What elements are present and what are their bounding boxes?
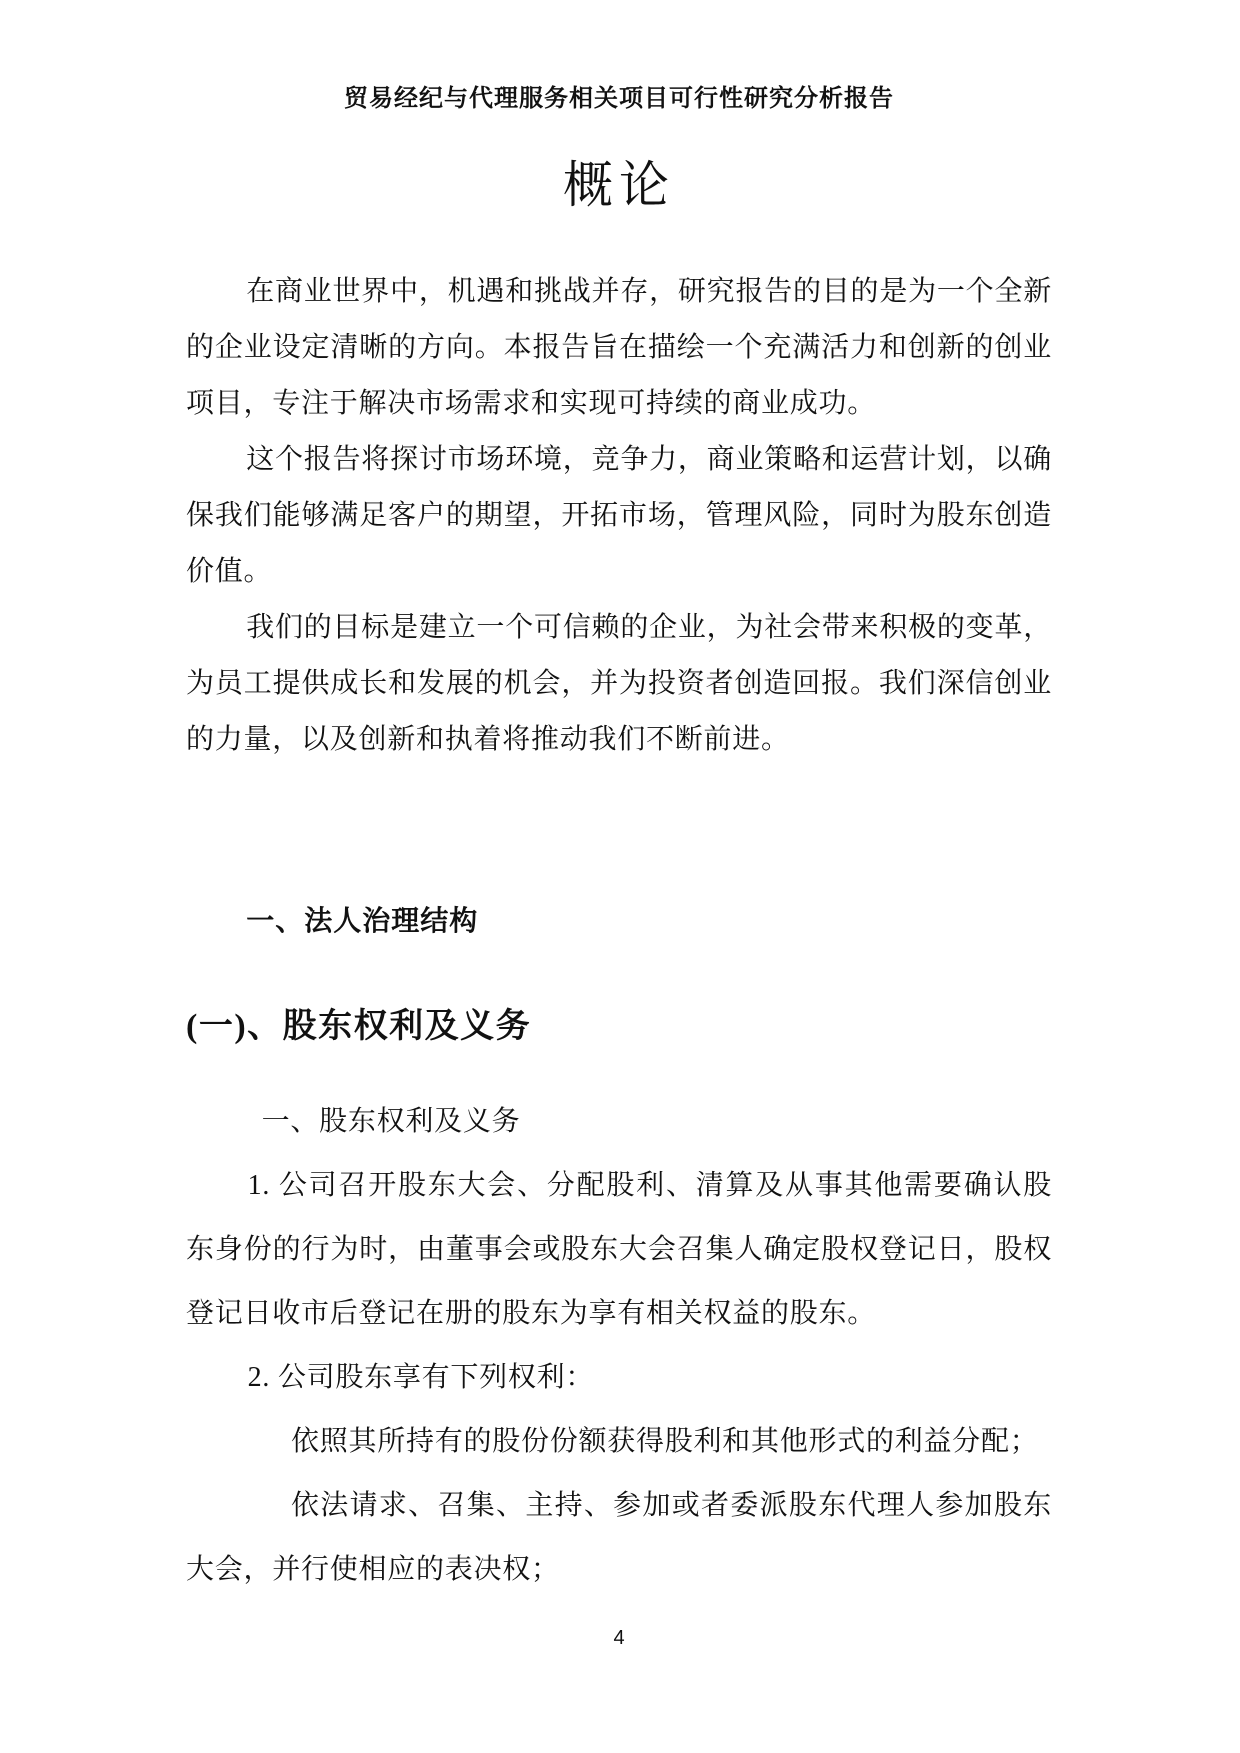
section-heading-legal-governance: 一、法人治理结构: [246, 906, 479, 937]
intro-paragraph-1: 在商业世界中，机遇和挑战并存，研究报告的目的是为一个全新的企业设定清晰的方向。本报告旨在描绘一个充满活力和创新的创业项目，专注于解决市场需求和实现可持续的商业成功。: [186, 276, 1052, 419]
sub-heading-shareholder-rights: 一、股东权利及义务: [261, 1106, 521, 1137]
page-number: 4: [613, 1627, 625, 1649]
intro-paragraph-2: 这个报告将探讨市场环境，竞争力，商业策略和运营计划，以确保我们能够满足客户的期望，开拓市场，管理风险，同时为股东创造价值。: [186, 444, 1052, 587]
shareholder-right-dividend: 依照其所持有的股份份额获得股利和其他形式的利益分配；: [291, 1426, 1039, 1457]
list-item-1: 1. 公司召开股东大会、分配股利、清算及从事其他需要确认股东身份的行为时，由董事会或股东大会召集人确定股权登记日，股权登记日收市后登记在册的股东为享有相关权益的股东。: [186, 1170, 1052, 1329]
governance-section: [186, 894, 1052, 1602]
intro-paragraph-3: 我们的目标是建立一个可信赖的企业，为社会带来积极的变革，为员工提供成长和发展的机会，并为投资者创造回报。我们深信创业的力量，以及创新和执着将推动我们不断前进。: [186, 612, 1052, 755]
subsection-heading-shareholder-rights: (一)、股东权利及义务: [186, 1008, 532, 1045]
shareholder-right-meeting: 依法请求、召集、主持、参加或者委派股东代理人参加股东大会，并行使相应的表决权；: [186, 1490, 1052, 1585]
list-item-2: 2. 公司股东享有下列权利：: [247, 1362, 595, 1393]
page-title: 概论: [563, 157, 675, 213]
intro-section: [186, 264, 1052, 768]
document-header: 贸易经纪与代理服务相关项目可行性研究分析报告: [344, 86, 894, 112]
